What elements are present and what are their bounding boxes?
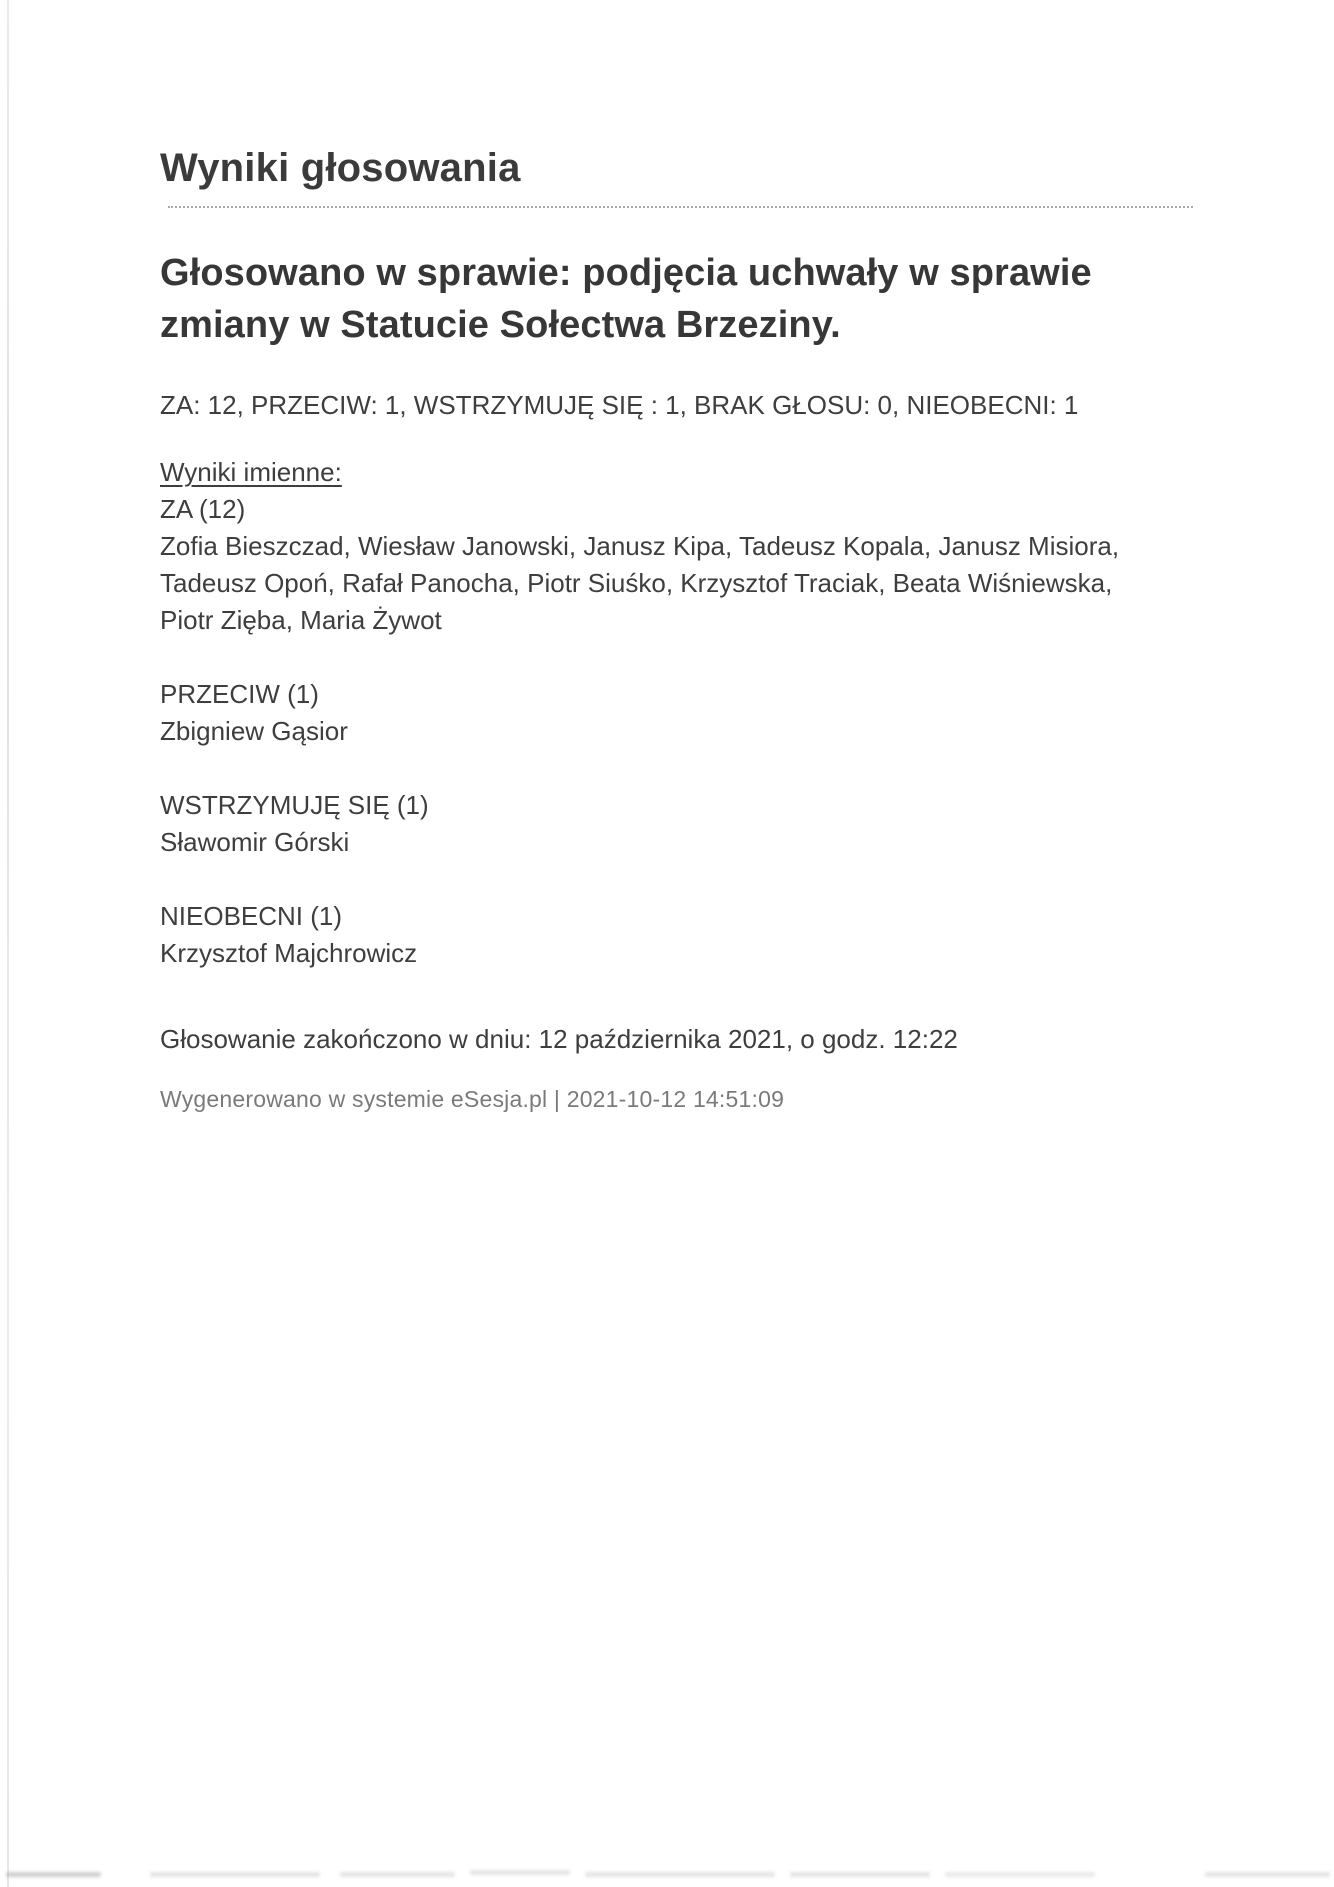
vote-summary-line: ZA: 12, PRZECIW: 1, WSTRZYMUJĘ SIĘ : 1, BRAK GŁOSU: 0, NIEOBECNI: 1 (160, 390, 1079, 421)
vote-group-names: Zofia Bieszczad, Wiesław Janowski, Janusz Kipa, Tadeusz Kopala, Janusz Misiora, Tadeusz Opoń, Rafał Panocha, Piotr Siuśko, Krzysztof Traciak, Beata Wiśniewska, Piotr Zięba, Maria Żywot (160, 531, 1120, 636)
scan-bottom-artifact (0, 1869, 1334, 1881)
named-results-section (160, 454, 1125, 972)
vote-group-label: ZA (12) (160, 494, 246, 525)
vote-group-names: Sławomir Górski (160, 827, 350, 858)
vote-group-wstrzymuje-sie (160, 787, 1125, 861)
document-content (160, 0, 1200, 1113)
vote-group-label: NIEOBECNI (1) (160, 901, 343, 932)
document-title: Wyniki głosowania (160, 146, 521, 190)
vote-group-za (160, 454, 1125, 639)
vote-group-label: WSTRZYMUJĘ SIĘ (1) (160, 790, 429, 821)
vote-subject-heading: Głosowano w sprawie: podjęcia uchwały w sprawie zmiany w Statucie Sołectwa Brzeziny. (160, 252, 1092, 346)
vote-group-nieobecni (160, 898, 1125, 972)
closing-statement: Głosowanie zakończono w dniu: 12 października 2021, o godz. 12:22 (160, 1024, 958, 1055)
named-results-label: Wyniki imienne: (160, 457, 342, 488)
title-divider (168, 206, 1193, 208)
vote-group-label: PRZECIW (1) (160, 679, 319, 710)
vote-group-przeciw (160, 676, 1125, 750)
generation-footer: Wygenerowano w systemie eSesja.pl | 2021-10-12 14:51:09 (160, 1086, 785, 1113)
vote-group-names: Krzysztof Majchrowicz (160, 938, 418, 969)
scan-edge-artifact (7, 0, 9, 1887)
vote-group-names: Zbigniew Gąsior (160, 716, 348, 747)
